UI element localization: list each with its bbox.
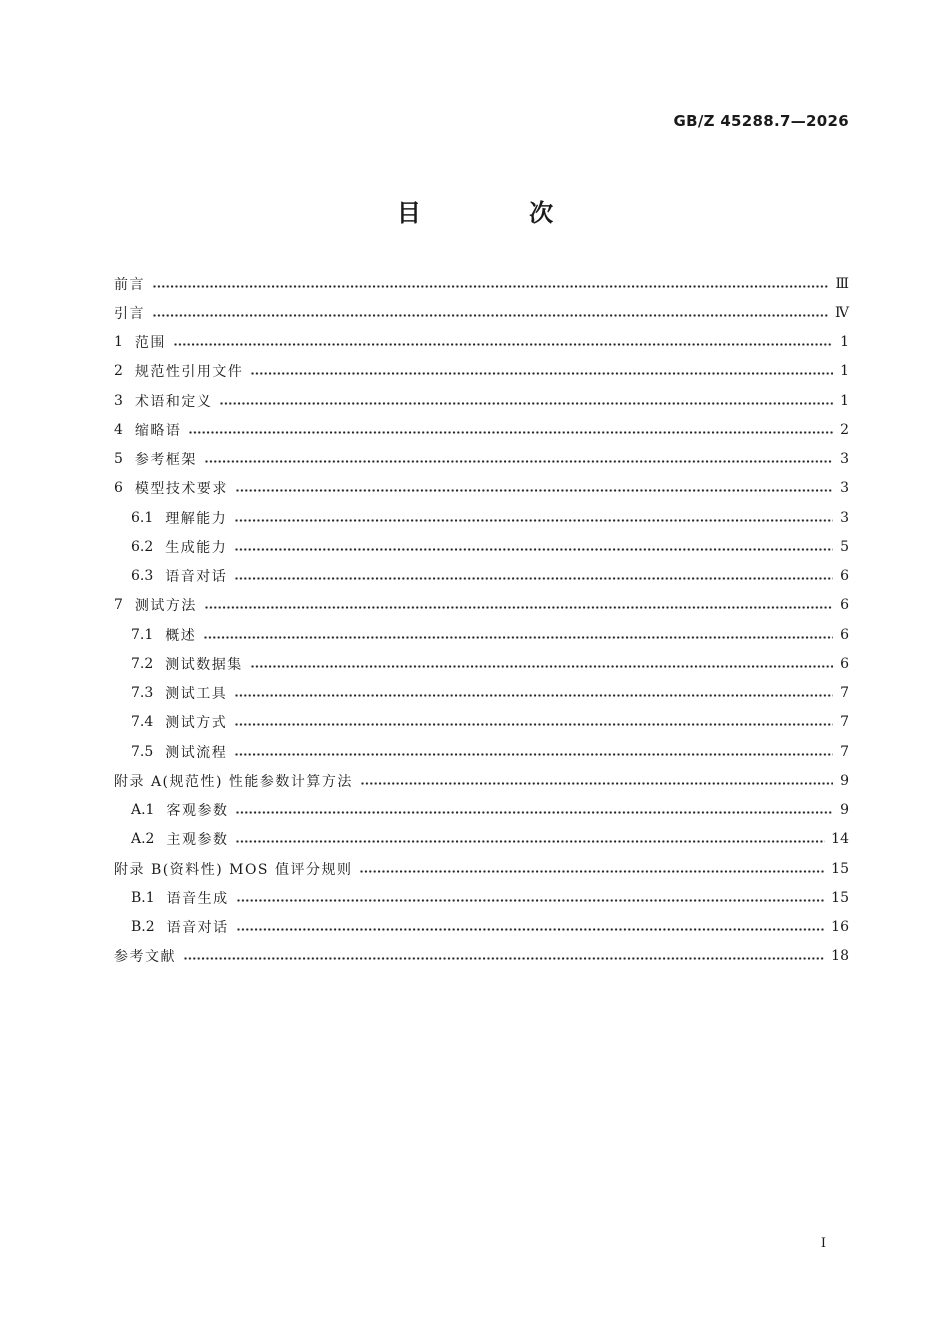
toc-entry-page: 16 [831, 919, 849, 936]
toc-entry-page: 9 [840, 772, 849, 789]
dot-leader [236, 832, 825, 846]
toc-entry-label: 缩略语 [134, 422, 182, 439]
toc-entry-label: 理解能力 [165, 510, 228, 527]
toc-entry-label: 测试流程 [165, 744, 228, 761]
toc-entry-label: 范围 [134, 335, 166, 352]
page-number: Ⅰ [820, 1236, 826, 1251]
toc-entry-label: 附录 A(规范性) 性能参数计算方法 [114, 773, 353, 790]
toc-entry-number: 5 [114, 451, 123, 468]
dot-leader [235, 540, 833, 554]
dot-leader [184, 949, 825, 963]
toc-entry-page: 14 [831, 831, 849, 848]
dot-leader [236, 481, 833, 495]
toc-entry-label: 生成能力 [165, 539, 228, 556]
toc-entry-label: 测试工具 [165, 686, 228, 703]
toc-entry-label: 模型技术要求 [134, 481, 228, 498]
dot-leader [235, 686, 833, 700]
toc-entry[interactable] [114, 503, 849, 532]
dot-leader [174, 335, 833, 349]
toc-entry-label: 附录 B(资料性) MOS 值评分规则 [114, 861, 353, 878]
toc-entry-page: 7 [840, 743, 849, 760]
toc-entry[interactable] [114, 620, 849, 649]
toc-entry-number: 1 [114, 334, 123, 351]
toc-entry-number: 7.2 [131, 655, 154, 672]
toc-entry-page: 15 [831, 860, 849, 877]
toc-entry[interactable] [114, 766, 849, 795]
toc-entry-page: 5 [840, 538, 849, 555]
toc-entry[interactable] [114, 415, 849, 444]
dot-leader [205, 452, 833, 466]
toc-entry[interactable] [114, 913, 849, 942]
toc-entry-page: 1 [840, 334, 849, 351]
toc-entry[interactable] [114, 737, 849, 766]
toc-entry-page: 9 [840, 802, 849, 819]
dot-leader [205, 598, 833, 612]
toc-entry[interactable] [114, 825, 849, 854]
toc-entry-label: 语音生成 [166, 890, 229, 907]
toc-entry-label: 测试数据集 [165, 656, 243, 673]
dot-leader [236, 803, 833, 817]
toc-entry[interactable] [114, 796, 849, 825]
toc-entry-label: 规范性引用文件 [134, 364, 244, 381]
dot-leader [237, 891, 826, 905]
toc-entry-page: 6 [840, 626, 849, 643]
toc-entry-page: 6 [840, 655, 849, 672]
toc-entry-number: 7.5 [131, 743, 154, 760]
toc-entry-label: 参考文献 [114, 949, 176, 966]
dot-leader [204, 628, 833, 642]
toc-entry[interactable] [114, 532, 849, 561]
toc-entry-label: 概述 [165, 627, 197, 644]
dot-leader [235, 569, 833, 583]
toc-entry[interactable] [114, 474, 849, 503]
toc-entry-label: 术语和定义 [134, 393, 213, 410]
toc-entry[interactable] [114, 942, 849, 971]
standard-code: GB/Z 45288.7—2026 [673, 112, 849, 130]
dot-leader [360, 862, 825, 876]
toc-entry-label: 引言 [114, 305, 145, 322]
toc-entry[interactable] [114, 445, 849, 474]
toc-entry-label: 测试方法 [134, 598, 197, 615]
toc-entry-page: 2 [840, 421, 849, 438]
toc-entry[interactable] [114, 591, 849, 620]
toc-entry-number: B.2 [131, 919, 155, 936]
dot-leader [235, 715, 833, 729]
toc-entry-page: 7 [840, 714, 849, 731]
table-of-contents [114, 269, 849, 971]
dot-leader [153, 306, 829, 320]
dot-leader [251, 364, 833, 378]
toc-entry-number: A.1 [131, 802, 155, 819]
dot-leader [237, 920, 826, 934]
toc-entry-page: 6 [840, 597, 849, 614]
toc-entry-page: 1 [840, 392, 849, 409]
toc-entry-label: 客观参数 [166, 803, 229, 820]
dot-leader [153, 277, 829, 291]
toc-entry-number: 7 [114, 597, 123, 614]
toc-entry-number: 6.1 [131, 509, 154, 526]
toc-entry-label: 测试方式 [165, 715, 228, 732]
toc-entry-number: 7.4 [131, 714, 154, 731]
toc-entry-page: 1 [840, 363, 849, 380]
toc-entry[interactable] [114, 649, 849, 678]
toc-entry-page: 3 [840, 509, 849, 526]
toc-entry-page: 6 [840, 568, 849, 585]
toc-entry-number: 6 [114, 480, 123, 497]
toc-entry-label: 语音对话 [165, 569, 228, 586]
toc-entry-number: B.1 [131, 889, 155, 906]
toc-entry-label: 语音对话 [166, 920, 229, 937]
toc-entry-page: 7 [840, 685, 849, 702]
page-title: 目 次 [396, 199, 604, 227]
toc-entry-number: 7.1 [131, 626, 154, 643]
dot-leader [189, 423, 833, 437]
toc-entry[interactable] [114, 854, 849, 883]
toc-entry-number: 4 [114, 421, 123, 438]
toc-entry[interactable] [114, 386, 849, 415]
toc-entry-page: 3 [840, 480, 849, 497]
dot-leader [361, 774, 833, 788]
toc-entry-page: 15 [831, 889, 849, 906]
toc-entry[interactable] [114, 357, 849, 386]
toc-entry-number: 3 [114, 392, 123, 409]
toc-entry-label: 参考框架 [134, 452, 197, 469]
toc-entry[interactable] [114, 679, 849, 708]
dot-leader [220, 394, 833, 408]
toc-entry-page: 3 [840, 451, 849, 468]
toc-entry-number: 2 [114, 363, 123, 380]
toc-entry-page: 18 [831, 948, 849, 965]
toc-entry[interactable] [114, 328, 849, 357]
toc-entry-number: A.2 [131, 831, 155, 848]
dot-leader [251, 657, 833, 671]
toc-entry-label: 主观参数 [166, 832, 229, 849]
toc-entry-number: 6.2 [131, 538, 154, 555]
dot-leader [235, 745, 833, 759]
toc-entry[interactable] [114, 562, 849, 591]
toc-entry-page: Ⅳ [835, 304, 849, 321]
dot-leader [235, 511, 833, 525]
toc-entry[interactable] [114, 708, 849, 737]
toc-entry-label: 前言 [114, 276, 145, 293]
toc-entry[interactable] [114, 269, 849, 298]
toc-entry[interactable] [114, 883, 849, 912]
toc-entry-page: Ⅲ [835, 275, 849, 292]
toc-entry-number: 7.3 [131, 685, 154, 702]
toc-entry[interactable] [114, 298, 849, 327]
toc-entry-number: 6.3 [131, 568, 154, 585]
